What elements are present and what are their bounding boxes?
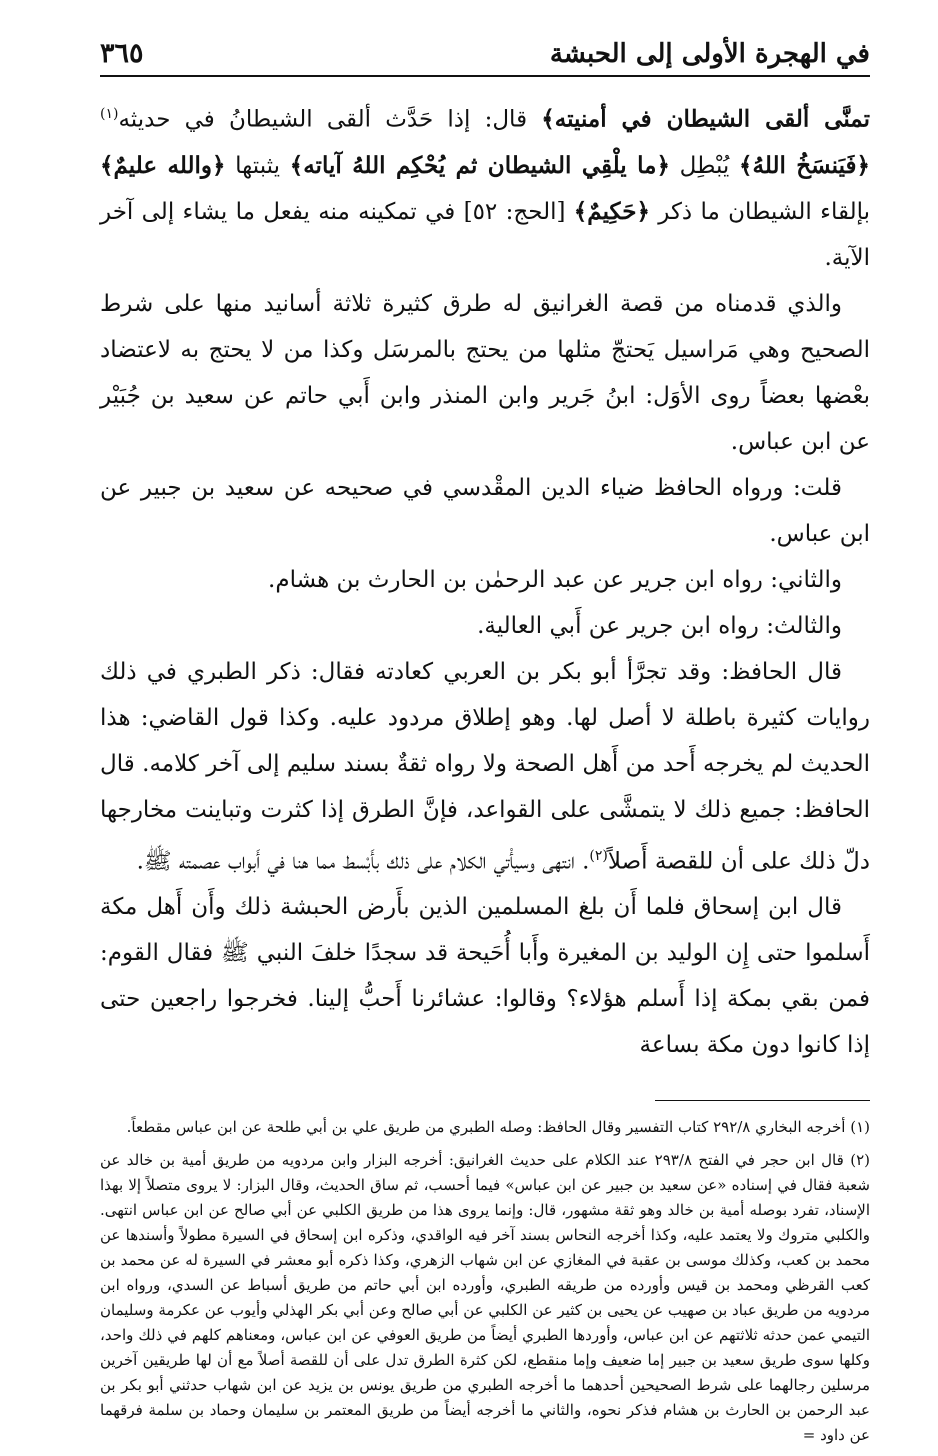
- footnote-number: (١): [850, 1118, 870, 1137]
- text-run: يُبْطِل: [669, 152, 740, 179]
- text-run: . انتهى وسيأْتي الكلام على ذلك بأَبْسط مما هنا في أَبواب عصمته ﷺ.: [136, 848, 590, 875]
- footnote-2: [100, 1148, 870, 1448]
- text-run: يثبتها: [225, 152, 290, 179]
- text-run: بإلقاء الشيطان ما ذكر: [649, 198, 870, 225]
- paragraph-3: قلت: ورواه الحافظ ضياء الدين المقْدسي في صحيحه عن سعيد بن جبير عن ابن عباس.: [100, 474, 870, 547]
- footnote-1: [100, 1115, 870, 1140]
- paragraph-4: والثاني: رواه ابن جرير عن عبد الرحمٰن بن الحارث بن هشام.: [268, 566, 842, 593]
- quran-quote: ﴿فَيَنسَخُ اللهُ﴾: [739, 151, 871, 179]
- footnote-text: أخرجه البخاري ٢٩٢/٨ كتاب التفسير وقال الحافظ: وصله الطبري من طريق علي بن أبي طلحة عن ابن عباس مقطعاً.: [126, 1118, 846, 1137]
- footnote-ref-1[interactable]: (١): [100, 106, 119, 122]
- footnote-divider: [655, 1100, 870, 1101]
- running-header: [100, 38, 870, 77]
- chapter-title: في الهجرة الأولى إلى الحبشة: [549, 39, 870, 69]
- footnotes: [100, 1115, 870, 1448]
- paragraph-7: قال ابن إسحاق فلما أَن بلغ المسلمين الذين بأَرض الحبشة ذلك وأَن أَهل مكة أَسلموا حتى إِن الوليد بن المغيرة وأَبا أُحَيحة قد سجدًا خلفَ النبي ﷺ فقال القوم: فمن بقي بمكة إذا أَسلم هؤلاء؟ وقالوا: عشائرنا أَحبُّ إلينا. فخرجوا راجعين حتى إذا كانوا دون مكة بساعة: [100, 894, 870, 1059]
- page-number: ٣٦٥: [100, 38, 144, 69]
- book-page: [100, 38, 870, 1456]
- quran-quote: ﴿حَكِيمٌ﴾: [573, 197, 650, 225]
- paragraph-1: [100, 91, 870, 281]
- quran-quote: ﴿والله عليمٌ﴾: [100, 151, 226, 179]
- main-text: [100, 91, 870, 1068]
- paragraph-5: والثالث: رواه ابن جرير عن أَبي العالية.: [477, 612, 842, 639]
- text-run: قال: إذا حَدَّث ألقى الشيطانُ في حديثه: [118, 106, 542, 133]
- paragraph-2: والذي قدمناه من قصة الغرانيق له طرق كثيرة ثلاثة أسانيد منها على شرط الصحيح وهي مَراسيل يَحتجّ مثلها من يحتج بالمرسَل وكذا من لا يحتج به لاعتضاد بعْضها بعضاً روى الأوَل: ابنُ جَرير وابن المنذر وابن أَبي حاتم عن سعيد بن جُبَيْر عن ابن عباس.: [100, 290, 870, 455]
- footnote-number: (٢): [850, 1151, 870, 1170]
- text-run: [الحج: ٥٢] في تمكينه منه يفعل ما يشاء إلى آخر الآية.: [100, 198, 870, 271]
- quran-quote: تمنَّى ألقى الشيطان في أمنيته﴾: [541, 105, 870, 133]
- footnote-text: قال ابن حجر في الفتح ٢٩٣/٨ عند الكلام على حديث الغرانيق: أخرجه البزار وابن مردويه من طريق أمية بن خالد عن شعبة فقال في إسناده «عن سعيد بن جبير عن ابن عباس» فيما أحسب، ثم ساق الحديث، وقال البزار: لا يروى متصلاً إلا بهذا الإسناد، تفرد بوصله أمية بن خالد وهو ثقة مشهور، قال: وإنما يروى هذا من طريق الكلبي عن أبي صالح عن ابن عباس انتهى. والكلبي متروك ولا يعتمد عليه، وكذا أخرجه النحاس بسند آخر فيه الواقدي، وذكره ابن إسحاق في السيرة مطولاً وأسندها عن محمد بن كعب، وكذلك موسى بن عقبة في المغازي عن ابن شهاب الزهري، وكذا ذكره أبو معشر في السيرة له عن محمد بن كعب القرظي ومحمد بن قيس وأورده من طريقه الطبري، وأورده ابن أبي حاتم من طريق أسباط عن السدي، ورواه ابن مردويه من طريق عباد بن صهيب عن يحيى بن كثير عن الكلبي عن أبي صالح وعن أبي بكر الهذلي وأيوب عن عكرمة وسليمان التيمي عمن حدثه ثلاثتهم عن ابن عباس، وأوردها الطبري أيضاً من طريق العوفي عن ابن عباس، ومعناهم كلهم في ذلك واحد، وكلها سوى طريق سعيد بن جبير إما ضعيف وإما منقطع، لكن كثرة الطرق تدل على أن للقصة أصلاً مع أن لها طريقين آخرين مرسلين رجالهما على شرط الصحيحين أحدهما ما أخرجه الطبري من طريق يونس بن يزيد عن ابن شهاب حدثني أبو بكر بن عبد الرحمن بن الحارث بن هشام فذكر نحوه، والثاني ما أخرجه أيضاً من طريق المعتمر بن سليمان وحماد بن سلمة فرقهما عن داود =: [100, 1151, 870, 1445]
- quran-quote: ﴿ما يلْقِي الشيطان ثم يُحْكِم اللهُ آياته﴾: [289, 151, 670, 179]
- text-run: قال الحافظ: وقد تجرَّأ أبو بكر بن العربي كعادته فقال: ذكر الطبري في ذلك روايات كثيرة باطلة لا أصل لها. وهو إطلاق مردود عليه. وكذا قول القاضي: هذا الحديث لم يخرجه أَحد من أَهل الصحة ولا رواه ثقةٌ بسند سليم إلى آخر كلامه. قال الحافظ: جميع ذلك لا يتمشَّى على القواعد، فإنَّ الطرق إذا كثرت وتباينت مخارجها دلّ ذلك على أن للقصة أَصلاً: [100, 658, 870, 875]
- paragraph-6: [100, 649, 870, 885]
- footnote-ref-2[interactable]: (٢): [589, 847, 608, 864]
